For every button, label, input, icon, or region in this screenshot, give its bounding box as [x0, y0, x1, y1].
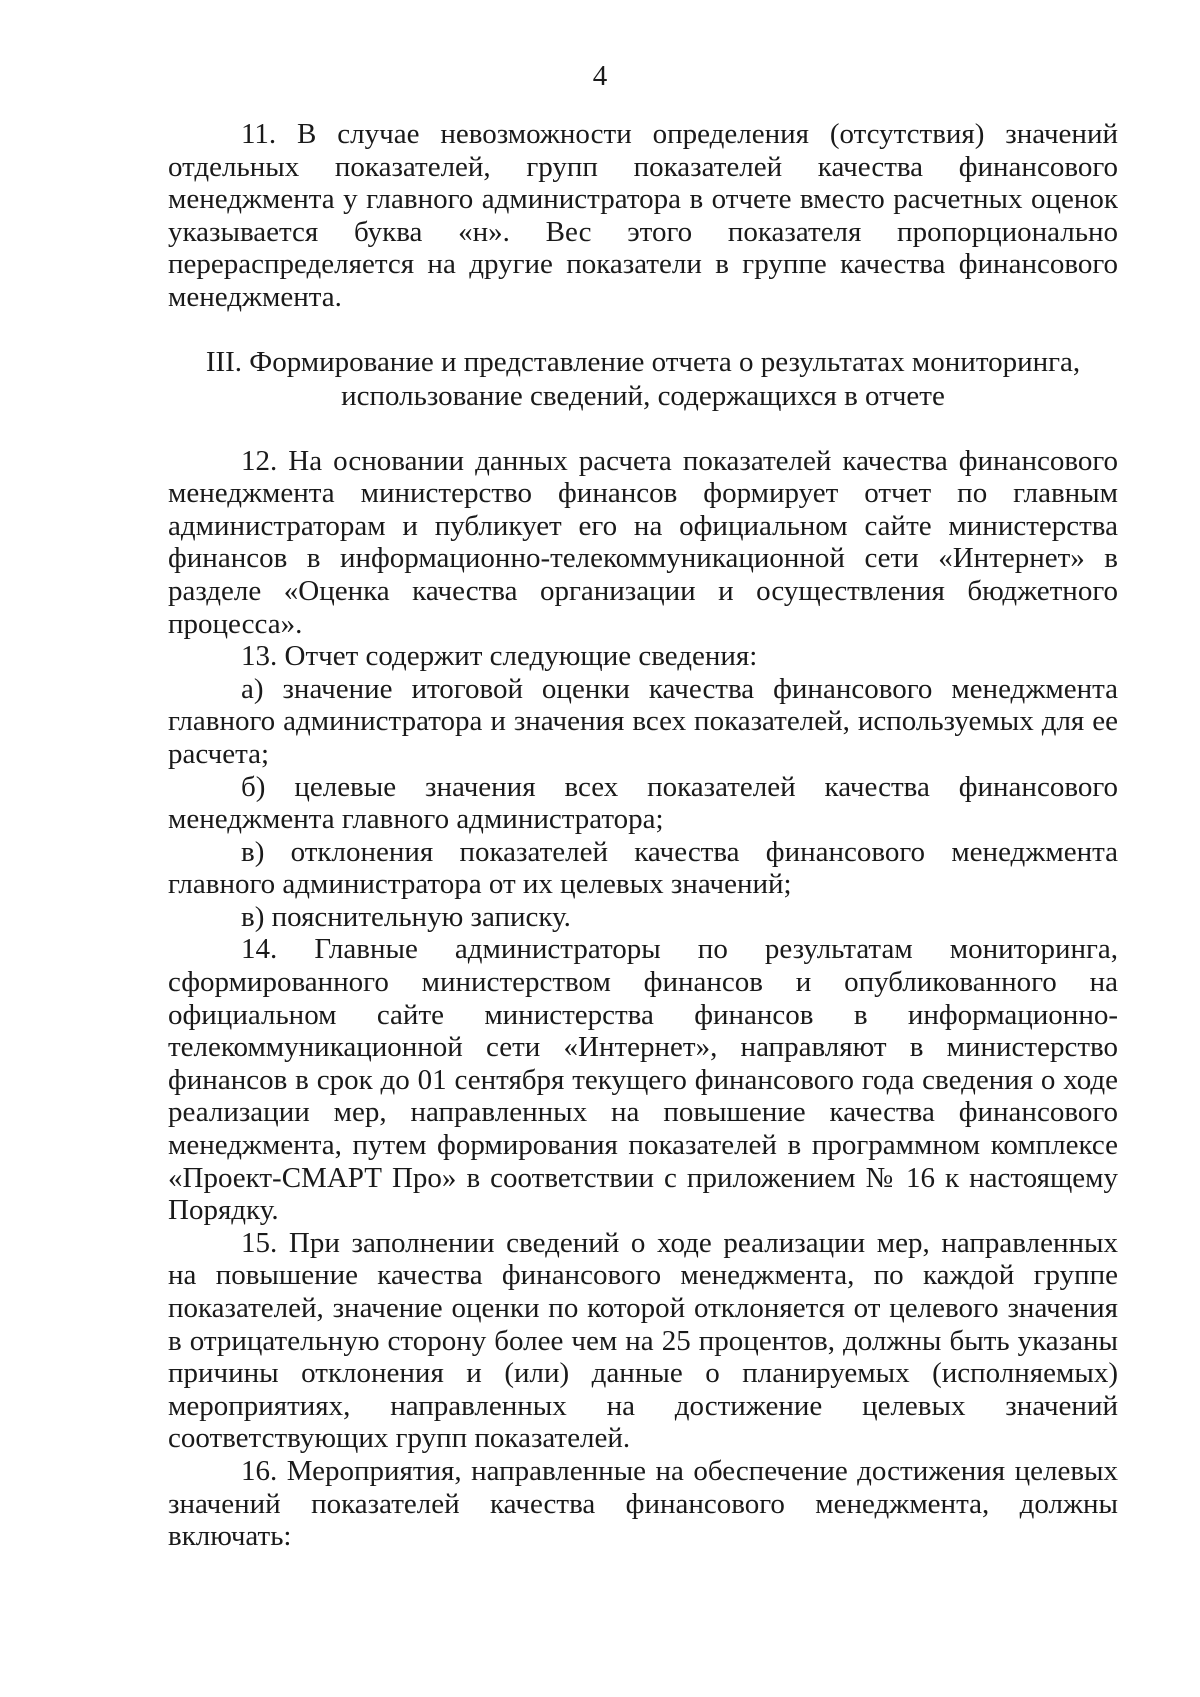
paragraph-13-b: б) целевые значения всех показателей качества финансового менеджмента главного администратора; [168, 770, 1118, 836]
section-heading-line-1: III. Формирование и представление отчета о результатах мониторинга, [205, 345, 1081, 378]
paragraph-13: 13. Отчет содержит следующие сведения: [241, 640, 758, 673]
paragraph-13-v-note: в) пояснительную записку. [241, 900, 571, 933]
paragraph-12: 12. На основании данных расчета показателей качества финансового менеджмента министерство финансов формирует отчет по главным администраторам и публикует его на официальном сайте министерства финансов в информационно-телекоммуникационной сети «Интернет» в разделе «Оценка качества организации и осуществления бюджетного процесса». [168, 444, 1118, 640]
page-number: 4 [592, 60, 608, 92]
section-heading [168, 345, 1118, 413]
paragraph-13-v: в) отклонения показателей качества финансового менеджмента главного администратора от их целевых значений; [168, 835, 1118, 901]
paragraph-15: 15. При заполнении сведений о ходе реализации мер, направленных на повышение качества финансового менеджмента, по каждой группе показателей, значение оценки по которой отклоняется от целевого значения в отрицательную сторону более чем на 25 процентов, должны быть указаны причины отклонения и (или) данные о планируемых (исполняемых) мероприятиях, направленных на достижение целевых значений соответствующих групп показателей. [168, 1226, 1118, 1455]
section-heading-line-2: использование сведений, содержащихся в отчете [341, 379, 945, 412]
paragraph-14: 14. Главные администраторы по результатам мониторинга, сформированного министерством финансов и опубликованного на официальном сайте министерства финансов в информационно-телекоммуникационной сети «Интернет», направляют в министерство финансов в срок до 01 сентября текущего финансового года сведения о ходе реализации мер, направленных на повышение качества финансового менеджмента, путем формирования показателей в программном комплексе «Проект-СМАРТ Про» в соответствии с приложением № 16 к настоящему Порядку. [168, 933, 1118, 1227]
paragraph-16: 16. Мероприятия, направленные на обеспечение достижения целевых значений показателей качества финансового менеджмента, должны включать: [168, 1454, 1118, 1553]
document-body [168, 118, 1118, 1553]
paragraph-13-a: а) значение итоговой оценки качества финансового менеджмента главного администратора и значения всех показателей, используемых для ее расчета; [168, 672, 1118, 770]
paragraph-11: 11. В случае невозможности определения (отсутствия) значений отдельных показателей, групп показателей качества финансового менеджмента у главного администратора в отчете вместо расчетных оценок указывается буква «н». Вес этого показателя пропорционально перераспределяется на другие показатели в группе качества финансового менеджмента. [168, 118, 1118, 313]
